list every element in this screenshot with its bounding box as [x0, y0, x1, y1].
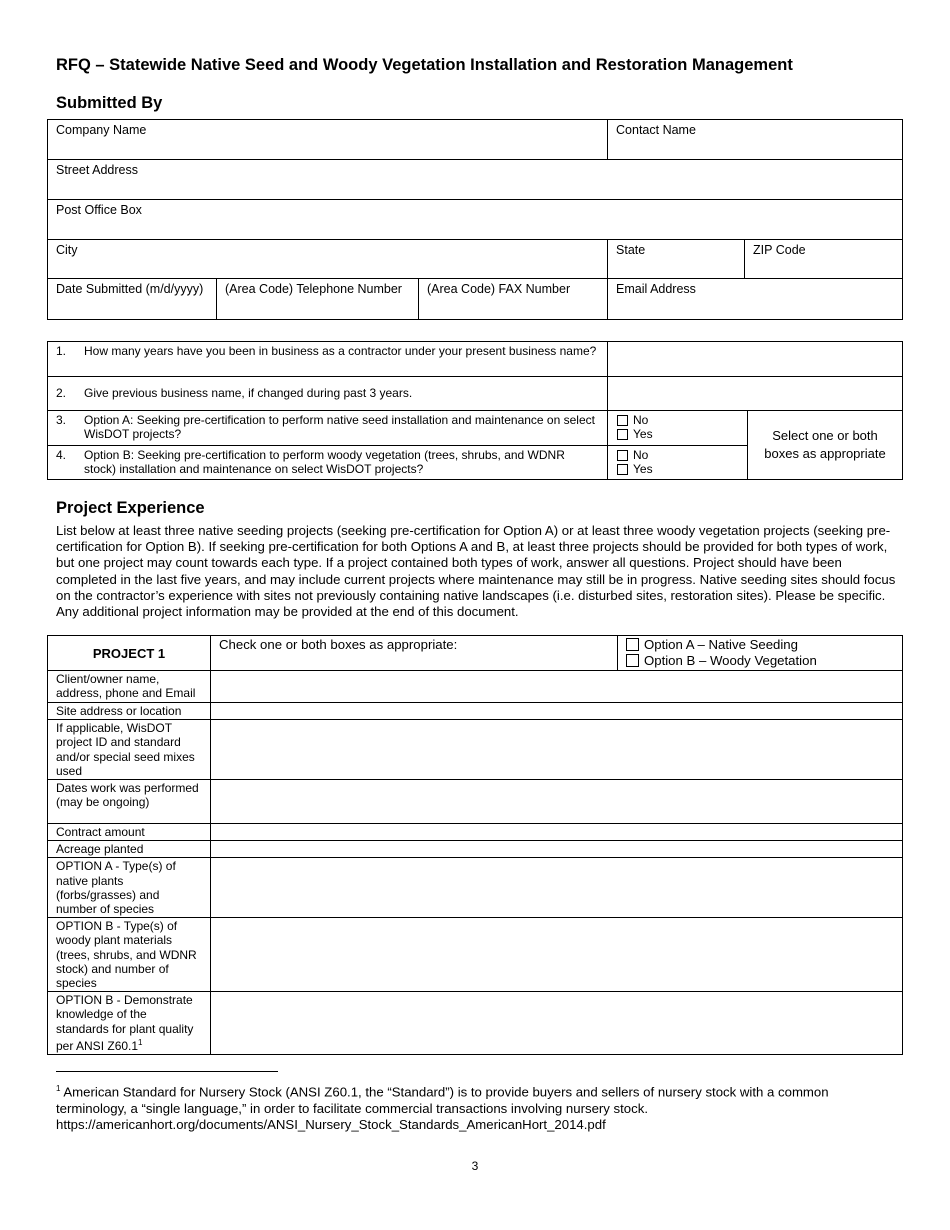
question-number: 1. — [56, 344, 67, 358]
check-prompt: Check one or both boxes as appropriate: — [211, 636, 618, 671]
footnote-text: American Standard for Nursery Stock (ANSI Z60.1, the “Standard”) is to provide buyers and sellers of nursery stock with a common terminology, a “single language,” in order to facilitate commercial transactions involving nursery stock. — [56, 1084, 829, 1116]
email-field[interactable] — [608, 279, 903, 320]
po-box-field[interactable] — [48, 200, 903, 240]
select-note: Select one or both boxes as appropriate — [748, 411, 903, 480]
wisdot-project-id-field[interactable] — [211, 720, 903, 780]
page-title: RFQ – Statewide Native Seed and Woody Vegetation Installation and Restoration Management — [56, 56, 793, 74]
street-address-label: Street Address — [56, 163, 138, 177]
question-2 — [48, 377, 608, 411]
question-text: Option B: Seeking pre-certification to perform woody vegetation (trees, shrubs, and WDNR stock) installation and maintenance on select WisDOT projects? — [84, 448, 565, 476]
contract-amount-field[interactable] — [211, 824, 903, 841]
row-label: Client/owner name, address, phone and Email — [48, 671, 211, 703]
acreage-planted-field[interactable] — [211, 841, 903, 858]
option-b-woody-vegetation[interactable] — [626, 653, 894, 669]
city-field[interactable] — [48, 240, 608, 279]
question-1 — [48, 342, 608, 377]
submitted-by-heading: Submitted By — [56, 94, 163, 112]
question-3 — [48, 411, 608, 446]
fax-label: (Area Code) FAX Number — [427, 282, 571, 296]
option-a-no-checkbox[interactable] — [617, 415, 628, 426]
option-a-native-seeding[interactable] — [626, 637, 894, 653]
project-experience-paragraph: List below at least three native seeding projects (seeking pre-certification for Option A) or at least three woody vegetation projects (seeking pre-certification for Option B). If seeking pre-certification for both Options A and B, at least three projects should be provided for both types of work, but one project may count towards each type. If a project contained both types of work, answer all questions. Project should have been completed in the last five years, and may include current projects where maintenance may still be in progress. Native seeding sites should focus on the contractor’s experience with sites not previously containing native landscapes (i.e. disturbed sites, restoration sites). Please be specific. Any additional project information may be provided at the end of this document. — [56, 523, 896, 620]
option-a-no[interactable] — [617, 413, 738, 427]
dates-work-field[interactable] — [211, 780, 903, 824]
row-label: OPTION B - Demonstrate knowledge of the standards for plant quality per ANSI Z60.1 — [56, 993, 194, 1053]
footnote — [56, 1081, 896, 1133]
company-name-label: Company Name — [56, 123, 147, 137]
client-owner-field[interactable] — [211, 671, 903, 703]
option-a-choices — [608, 411, 748, 446]
option-b-no[interactable] — [617, 448, 738, 462]
city-label: City — [56, 243, 78, 257]
telephone-field[interactable] — [217, 279, 419, 320]
question-number: 4. — [56, 448, 67, 462]
row-label: OPTION A - Type(s) of native plants (forbs/grasses) and number of species — [48, 858, 211, 918]
email-label: Email Address — [616, 282, 696, 296]
questions-table — [47, 341, 903, 480]
answer-1-field[interactable] — [608, 342, 903, 377]
ansi-row-label — [48, 992, 211, 1055]
project-1-header: PROJECT 1 — [48, 636, 211, 671]
row-label: Site address or location — [48, 703, 211, 720]
company-name-field[interactable] — [48, 120, 608, 160]
option-b-woody-plants-field[interactable] — [211, 918, 903, 992]
no-label: No — [633, 448, 649, 462]
option-b-label: Option B – Woody Vegetation — [644, 653, 817, 668]
option-b-ansi-knowledge-field[interactable] — [211, 992, 903, 1055]
zip-field[interactable] — [745, 240, 903, 279]
project-1-options — [618, 636, 903, 671]
option-b-choices — [608, 446, 748, 480]
option-b-yes-checkbox[interactable] — [617, 464, 628, 475]
page-number: 3 — [471, 1159, 479, 1173]
question-4 — [48, 446, 608, 480]
row-label: Contract amount — [48, 824, 211, 841]
option-b-no-checkbox[interactable] — [617, 450, 628, 461]
option-b-checkbox[interactable] — [626, 654, 639, 667]
question-text: Give previous business name, if changed during past 3 years. — [84, 386, 413, 400]
row-label: Dates work was performed (may be ongoing) — [48, 780, 211, 824]
option-a-label: Option A – Native Seeding — [644, 637, 798, 652]
footnote-divider — [56, 1071, 278, 1072]
date-submitted-label: Date Submitted (m/d/yyyy) — [56, 282, 204, 296]
state-label: State — [616, 243, 646, 257]
site-address-field[interactable] — [211, 703, 903, 720]
row-label: OPTION B - Type(s) of woody plant materials (trees, shrubs, and WDNR stock) and number of species — [48, 918, 211, 992]
row-label: Acreage planted — [48, 841, 211, 858]
contact-name-field[interactable] — [608, 120, 903, 160]
fax-field[interactable] — [419, 279, 608, 320]
option-a-yes[interactable] — [617, 427, 738, 441]
project-experience-heading: Project Experience — [56, 499, 205, 517]
row-label: If applicable, WisDOT project ID and standard and/or special seed mixes used — [48, 720, 211, 780]
submitted-by-table — [47, 119, 903, 320]
option-a-native-plants-field[interactable] — [211, 858, 903, 918]
po-box-label: Post Office Box — [56, 203, 142, 217]
footnote-url[interactable]: https://americanhort.org/documents/ANSI_Nursery_Stock_Standards_AmericanHort_2014.pdf — [56, 1116, 606, 1132]
question-number: 2. — [56, 386, 67, 400]
date-submitted-field[interactable] — [48, 279, 217, 320]
question-text: How many years have you been in business as a contractor under your present business name? — [84, 344, 597, 358]
telephone-label: (Area Code) Telephone Number — [225, 282, 402, 296]
footnote-number: 1 — [56, 1084, 61, 1093]
project-1-table — [47, 635, 903, 1055]
zip-label: ZIP Code — [753, 243, 806, 257]
no-label: No — [633, 413, 649, 427]
option-a-yes-checkbox[interactable] — [617, 429, 628, 440]
question-number: 3. — [56, 413, 67, 427]
footnote-marker: 1 — [138, 1037, 143, 1047]
yes-label: Yes — [633, 462, 653, 476]
street-address-field[interactable] — [48, 160, 903, 200]
contact-name-label: Contact Name — [616, 123, 696, 137]
state-field[interactable] — [608, 240, 745, 279]
option-a-checkbox[interactable] — [626, 638, 639, 651]
yes-label: Yes — [633, 427, 653, 441]
answer-2-field[interactable] — [608, 377, 903, 411]
question-text: Option A: Seeking pre-certification to perform native seed installation and maintenance on select WisDOT projects? — [84, 413, 595, 441]
option-b-yes[interactable] — [617, 462, 738, 476]
